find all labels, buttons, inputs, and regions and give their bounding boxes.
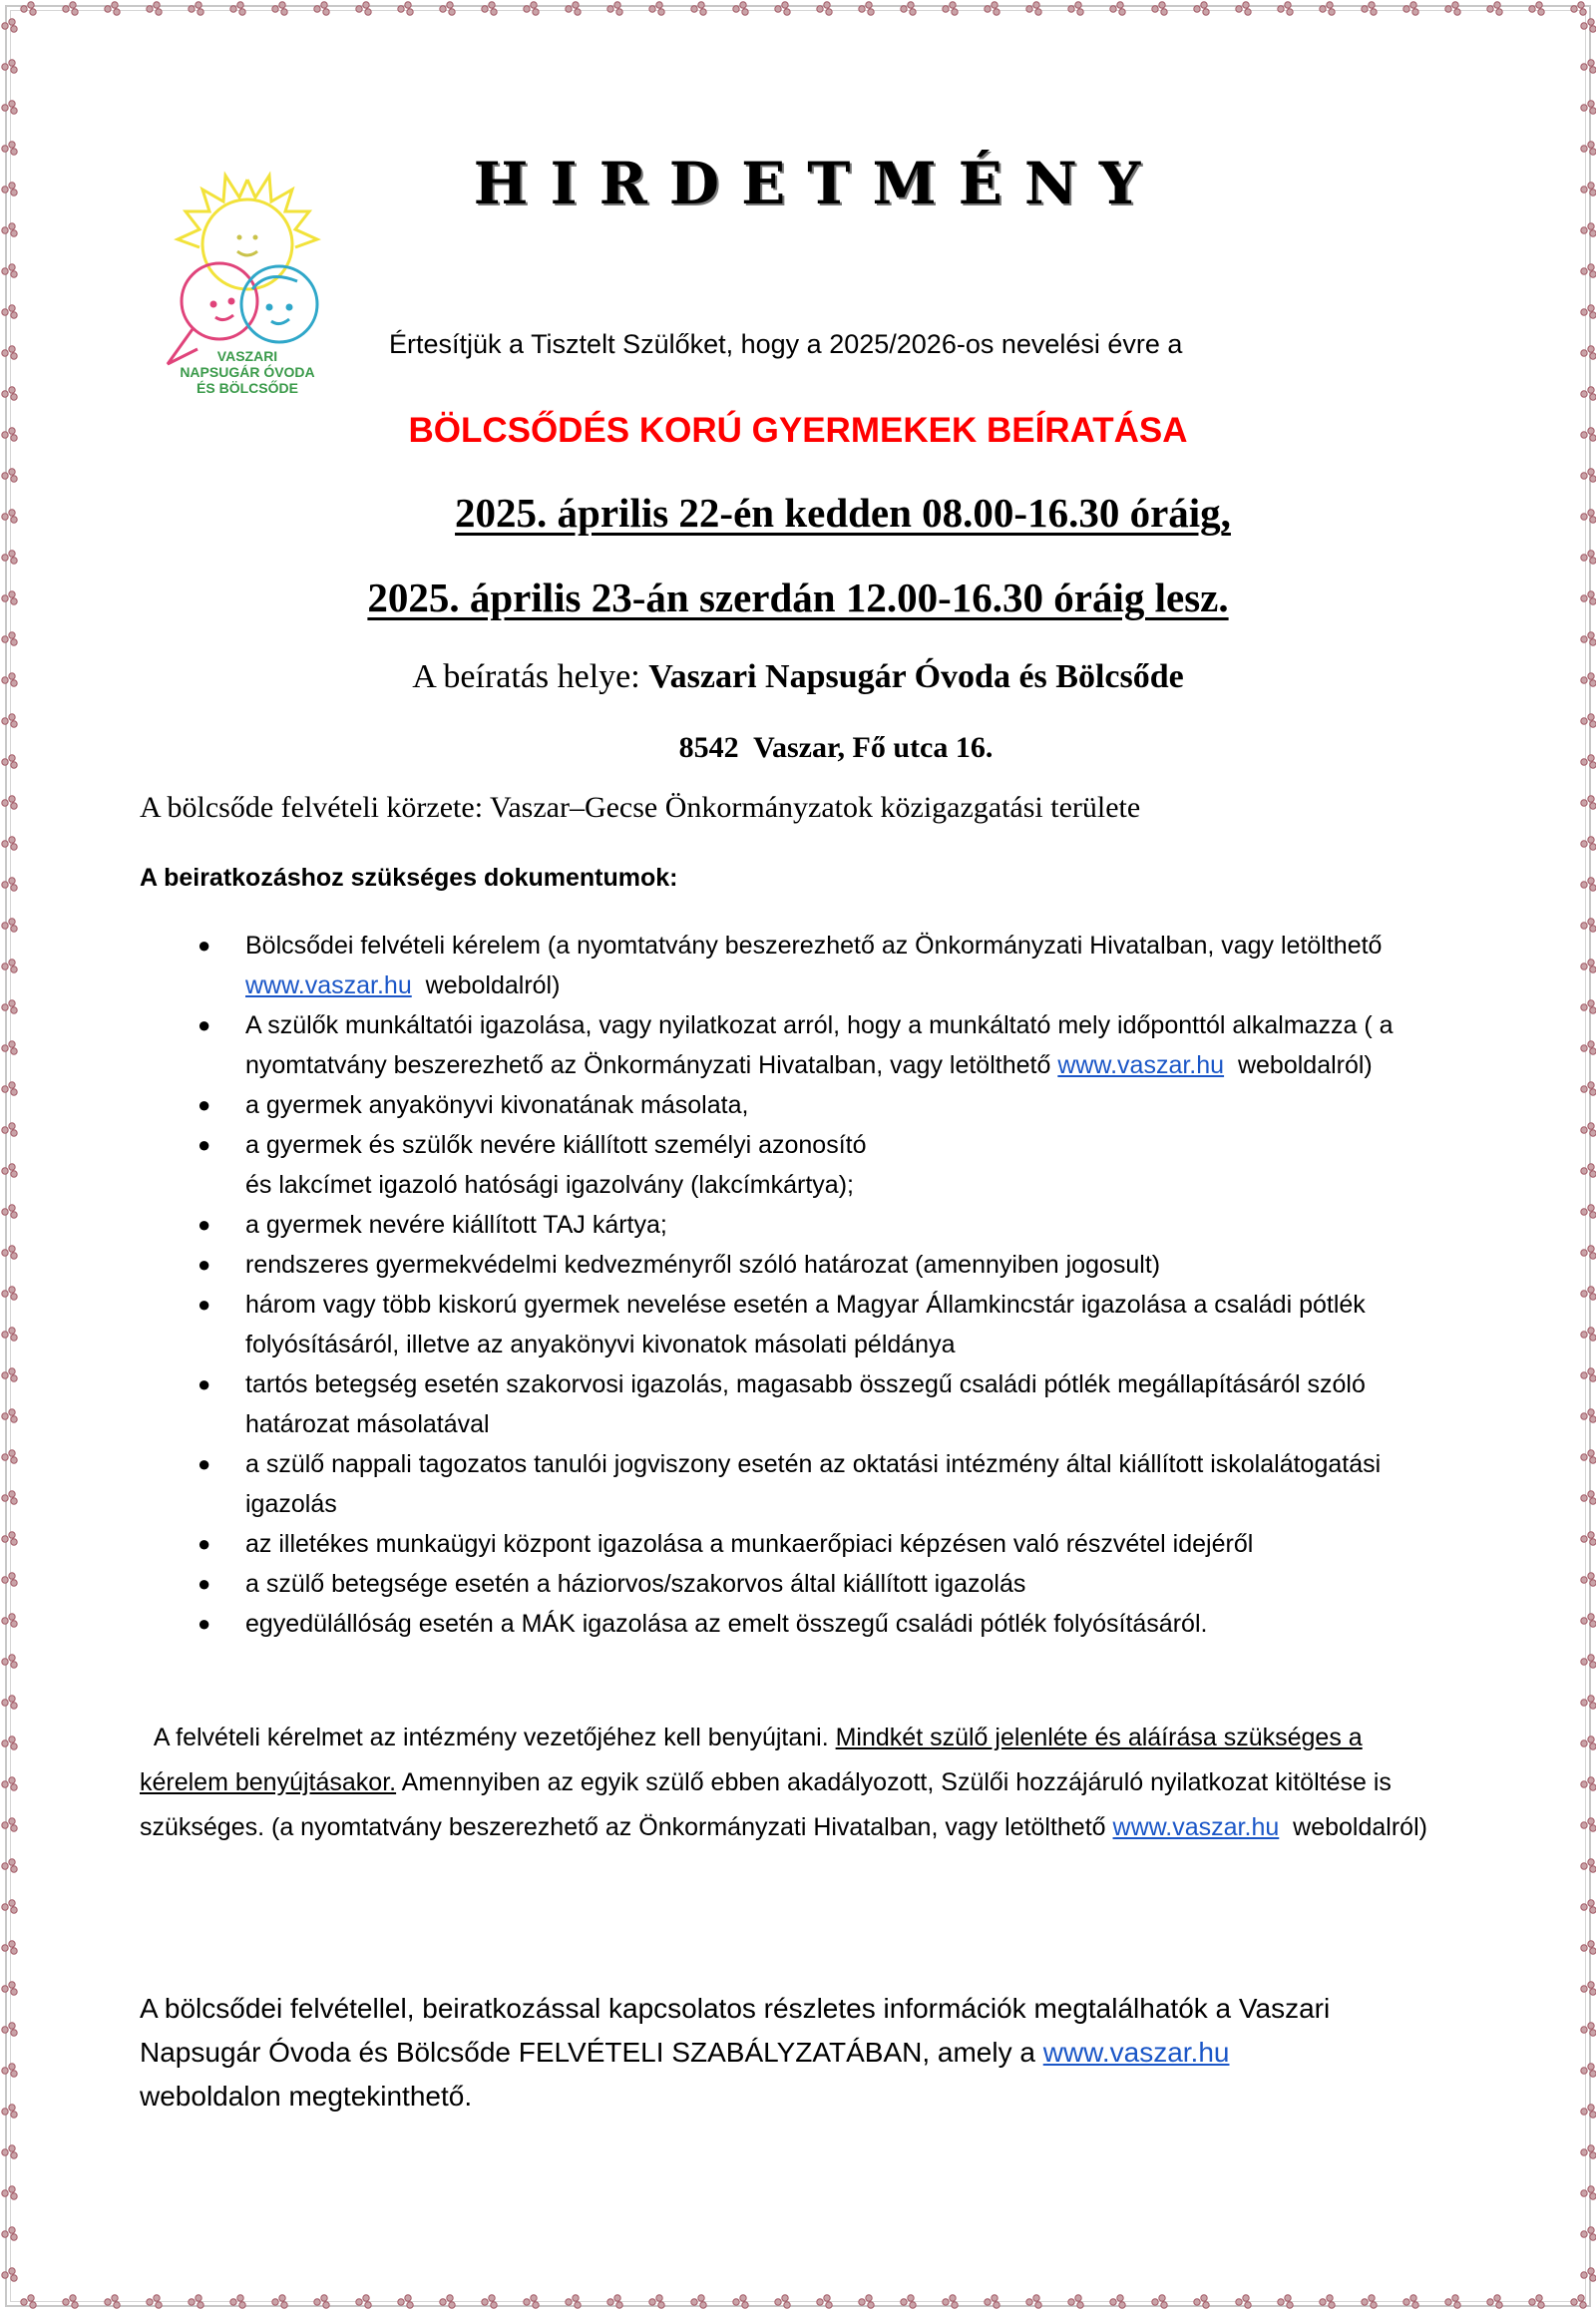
document-item-text-after: weboldalról) [1224,1051,1373,1079]
boy-face-icon [241,266,317,342]
submission-text-1: A felvételi kérelmet az intézmény vezetőjéhez kell benyújtani. [140,1724,836,1751]
document-list-item [200,1444,1456,1524]
document-item-text: három vagy több kiskorú gyermek nevelése esetén a Magyar Államkincstár igazolása a családi pótlék folyósításáról, illetve az anyakönyvi kivonatok másolati példánya [245,1291,1366,1358]
document-item-text: a gyermek és szülők nevére kiállított személyi azonosító [245,1131,867,1159]
document-item-text: A szülők munkáltatói igazolása, vagy nyilatkozat arról, hogy a munkáltató mely időponttól alkalmazza ( a nyomtatvány beszerezhető az Önkormányzati Hivatalban, vagy letölthető [245,1011,1394,1079]
document-item-text-line2: és lakcímet igazoló hatósági igazolvány (lakcímkártya); [245,1171,854,1199]
document-list-item [200,1125,1456,1205]
bullet-icon: ● [198,1531,211,1556]
website-link[interactable]: www.vaszar.hu [245,971,412,999]
bullet-icon: ● [198,1132,211,1157]
document-list-item [200,1285,1456,1364]
place-label: A beíratás helye: [412,658,649,695]
info-text-1: A bölcsődei felvétellel, beiratkozással kapcsolatos részletes információk megtalálhatók a Vaszari Napsugár Óvoda és Bölcsőde FELVÉTELI SZABÁLYZATÁBAN, amely a [140,1993,1331,2068]
bullet-icon: ● [198,1292,211,1317]
document-item-text: a szülő nappali tagozatos tanulói jogviszony esetén az oktatási intézmény által kiállított iskolalátogatási igazolás [245,1450,1382,1518]
document-list-item [200,1524,1456,1564]
document-list-item [200,1245,1456,1285]
bullet-icon: ● [198,1451,211,1476]
bullet-icon: ● [198,1252,211,1277]
logo-line3: ÉS BÖLCSŐDE [197,380,298,396]
info-paragraph [140,1987,1456,2119]
page-title: HIRDETMÉNY [473,150,1163,217]
document-list-item [200,1604,1456,1644]
admission-district: A bölcsőde felvételi körzete: Vaszar–Gecse Önkormányzatok közigazgatási területe [140,791,1141,824]
submission-text-2: Amennyiben az egyik szülő ebben akadályozott, Szülői hozzájáruló nyilatkozat kitöltése is szükséges. (a nyomtatvány beszerezhető az Önkormányzati Hivatalban, vagy letölthető [140,1768,1392,1841]
submission-paragraph [140,1716,1456,1850]
website-link[interactable]: www.vaszar.hu [1042,2037,1230,2068]
documents-heading: A beiratkozáshoz szükséges dokumentumok: [140,864,678,892]
document-item-text: tartós betegség esetén szakorvosi igazolás, magasabb összegű családi pótlék megállapításáról szóló határozat másolatával [245,1370,1366,1438]
document-item-text: rendszeres gyermekvédelmi kedvezményről szóló határozat (amennyiben jogosult) [245,1251,1161,1279]
document-item-text-after: weboldalról) [411,971,561,999]
bullet-icon: ● [198,933,211,958]
bullet-icon: ● [198,1092,211,1117]
document-item-text: Bölcsődei felvételi kérelem (a nyomtatvány beszerezhető az Önkormányzati Hivatalban, vagy letölthető [245,932,1383,960]
submission-underlined: Mindkét szülő jelenléte és aláírása szükséges a kérelem benyújtásakor. [140,1724,1363,1796]
intro-text: Értesítjük a Tisztelt Szülőket, hogy a 2025/2026-os nevelési évre a [389,329,1183,359]
document-list-item [200,1564,1456,1604]
enrollment-place [0,658,1596,696]
enrollment-date-2: 2025. április 23-án szerdán 12.00-16.30 óráig lesz. [367,575,1229,620]
submission-text-3: weboldalról) [1279,1813,1427,1841]
bullet-icon: ● [198,1611,211,1636]
document-item-text: az illetékes munkaügyi központ igazolása a munkaerőpiaci képzésen való részvétel idejéről [245,1530,1254,1558]
document-list-item [200,1085,1456,1125]
place-name: Vaszari Napsugár Óvoda és Bölcsőde [648,658,1184,695]
website-link[interactable]: www.vaszar.hu [1057,1051,1225,1079]
info-text-2: weboldalon megtekinthető. [140,2081,473,2112]
document-item-text: a szülő betegsége esetén a háziorvos/szakorvos által kiállított igazolás [245,1570,1026,1598]
document-item-text: a gyermek anyakönyvi kivonatának másolata, [245,1091,749,1119]
logo-line1: VASZARI [216,348,278,364]
bullet-icon: ● [198,1012,211,1037]
document-item-text: a gyermek nevére kiállított TAJ kártya; [245,1211,667,1239]
logo-line2: NAPSUGÁR ÓVODA [180,364,315,380]
bullet-icon: ● [198,1371,211,1396]
bullet-icon: ● [198,1571,211,1596]
website-link[interactable]: www.vaszar.hu [1112,1813,1280,1841]
document-list-item [200,1364,1456,1444]
document-item-text: egyedülállóság esetén a MÁK igazolása az emelt összegű családi pótlék folyósításáról. [245,1610,1208,1638]
enrollment-date-1: 2025. április 22-én kedden 08.00-16.30 óráig, [455,490,1231,536]
documents-list [200,926,1456,1644]
enrollment-heading: BÖLCSŐDÉS KORÚ GYERMEKEK BEÍRATÁSA [408,411,1188,450]
document-list-item [200,1205,1456,1245]
document-list-item [200,1005,1456,1085]
document-list-item [200,926,1456,1005]
address: 8542 Vaszar, Fő utca 16. [678,731,994,764]
bullet-icon: ● [198,1212,211,1237]
